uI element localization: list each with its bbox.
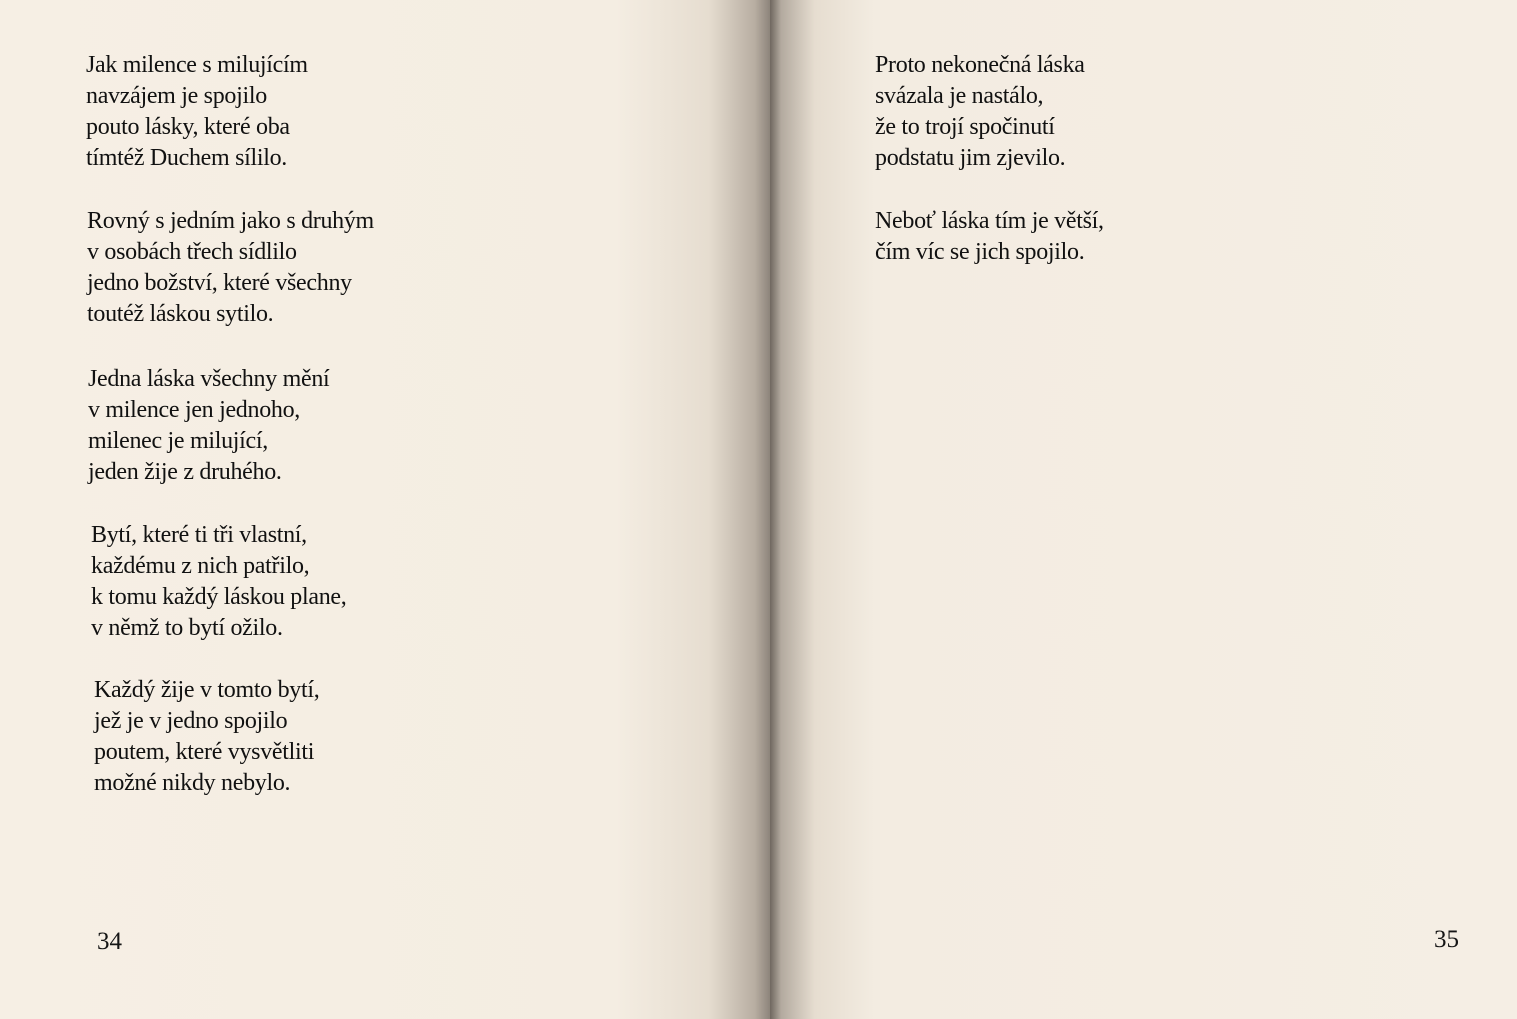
verse-line: poutem, které vysvětliti bbox=[94, 739, 315, 765]
page-number: 34 bbox=[97, 928, 122, 955]
verse-line: tímtéž Duchem sílilo. bbox=[86, 145, 287, 171]
verse-line: Neboť láska tím je větší, bbox=[875, 208, 1104, 234]
verse-line: v osobách třech sídlilo bbox=[87, 239, 297, 265]
page-number: 35 bbox=[1434, 926, 1459, 953]
right-page bbox=[770, 0, 1517, 1019]
verse-line: v němž to bytí ožilo. bbox=[91, 615, 283, 641]
stanza bbox=[87, 206, 374, 330]
stanza bbox=[86, 50, 308, 174]
stanza bbox=[875, 50, 1085, 174]
verse-line: jedno božství, které všechny bbox=[87, 270, 352, 296]
stanza bbox=[88, 364, 329, 488]
verse-line: Jedna láska všechny mění bbox=[88, 366, 330, 392]
verse-line: čím víc se jich spojilo. bbox=[875, 239, 1085, 265]
verse-line: že to trojí spočinutí bbox=[875, 114, 1055, 140]
verse-line: pouto lásky, které oba bbox=[86, 114, 290, 140]
stanza bbox=[91, 520, 346, 644]
stanza bbox=[94, 675, 319, 799]
verse-line: Rovný s jedním jako s druhým bbox=[87, 208, 374, 234]
verse-line: Proto nekonečná láska bbox=[875, 52, 1085, 78]
verse-line: milenec je milující, bbox=[88, 428, 268, 454]
verse-line: k tomu každý láskou plane, bbox=[91, 584, 347, 610]
verse-line: Jak milence s milujícím bbox=[86, 52, 308, 78]
verse-line: toutéž láskou sytilo. bbox=[87, 301, 274, 327]
verse-line: Každý žije v tomto bytí, bbox=[94, 677, 320, 703]
verse-line: navzájem je spojilo bbox=[86, 83, 267, 109]
stanza bbox=[875, 206, 1104, 268]
verse-line: jež je v jedno spojilo bbox=[94, 708, 288, 734]
verse-line: svázala je nastálo, bbox=[875, 83, 1044, 109]
verse-line: podstatu jim zjevilo. bbox=[875, 145, 1066, 171]
verse-line: Bytí, které ti tři vlastní, bbox=[91, 522, 307, 548]
verse-line: jeden žije z druhého. bbox=[88, 459, 282, 485]
verse-line: možné nikdy nebylo. bbox=[94, 770, 291, 796]
verse-line: v milence jen jednoho, bbox=[88, 397, 301, 423]
verse-line: každému z nich patřilo, bbox=[91, 553, 310, 579]
